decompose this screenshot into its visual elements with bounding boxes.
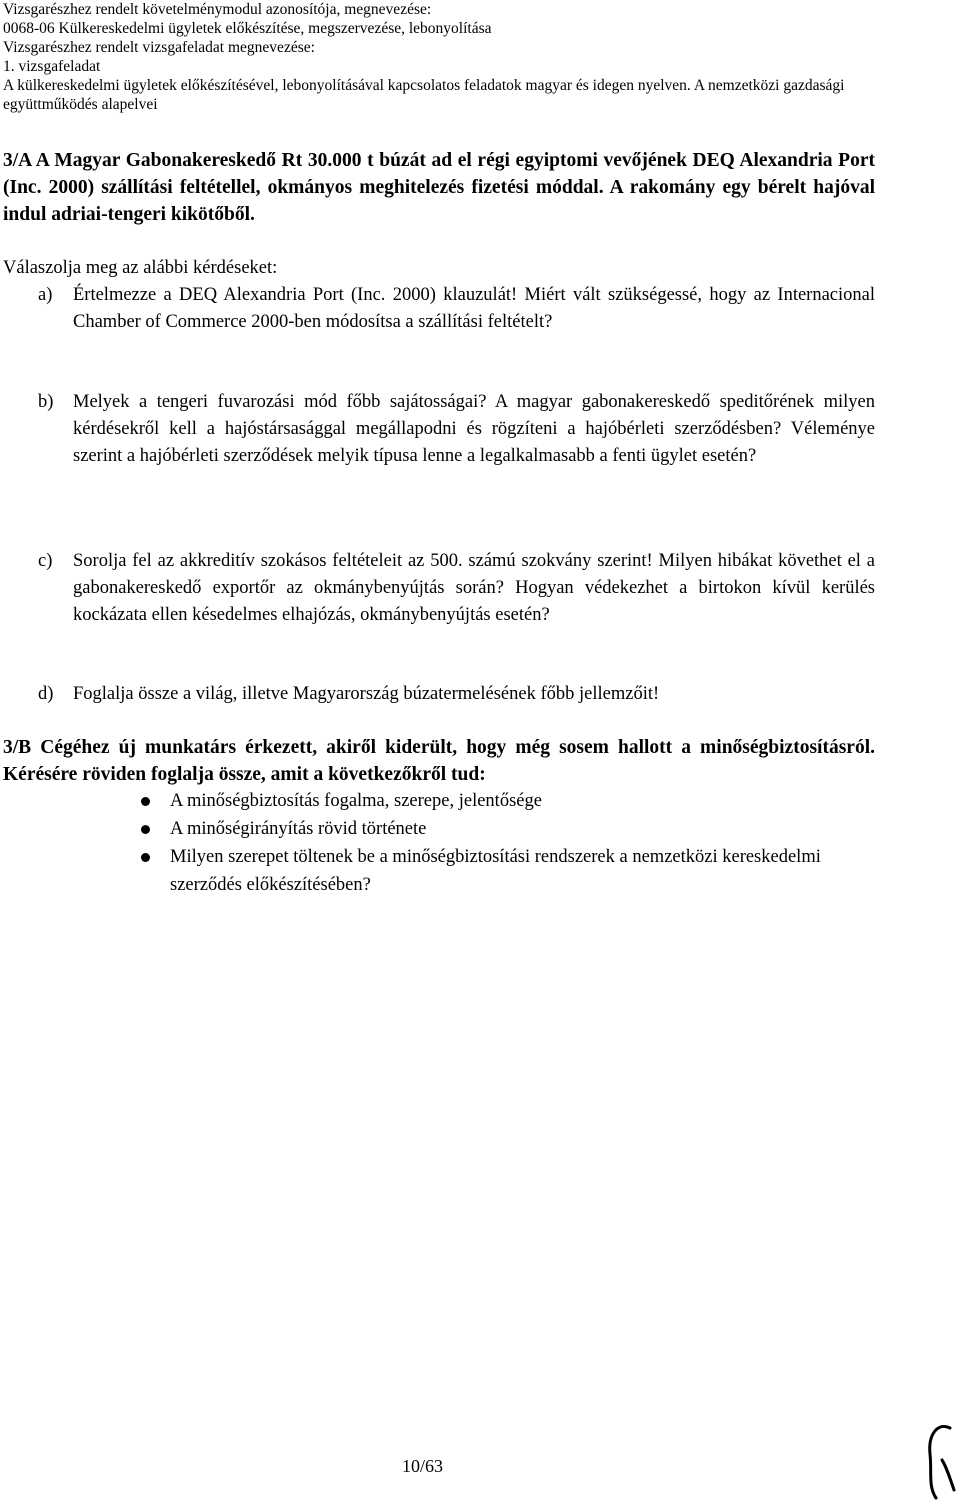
bullet-icon [141, 797, 150, 806]
list-item-text: Milyen szerepet töltenek be a minőségbiztosítási rendszerek a nemzetközi kereskedelmi szerződés előkészítésében? [170, 847, 821, 895]
question-c [3, 548, 875, 629]
question-label: b) [38, 392, 54, 412]
question-text: Melyek a tengeri fuvarozási mód főbb sajátosságai? A magyar gabonakereskedő speditőrének milyen kérdésekről kell a hajóstársasággal megállapodni és rögzíteni a hajóbérleti szerződésben? Véleménye szerint a hajóbérleti szerződések melyik típusa lenne a legalkalmasabb a fenti ügylet esetén? [73, 392, 875, 466]
list-item [3, 787, 875, 815]
header-line: Vizsgarészhez rendelt vizsgafeladat megnevezése: [3, 39, 315, 56]
list-item [3, 815, 875, 843]
list-item-text: A minőségirányítás rövid története [170, 819, 427, 839]
question-a [3, 282, 875, 336]
list-item-text: A minőségbiztosítás fogalma, szerepe, jelentősége [170, 791, 542, 811]
question-label: a) [38, 285, 53, 305]
signature-mark [920, 1420, 960, 1503]
bullet-icon [141, 825, 150, 834]
question-text: Értelmezze a DEQ Alexandria Port (Inc. 2000) klauzulát! Miért vált szükségessé, hogy az Internacional Chamber of Commerce 2000-ben módosítsa a szállítási feltételt? [73, 285, 875, 332]
list-item [3, 843, 875, 899]
question-d [3, 681, 875, 708]
question-label: d) [38, 684, 54, 704]
task-a-prompt: Válaszolja meg az alábbi kérdéseket: [3, 258, 278, 278]
task-b-intro: 3/B Cégéhez új munkatárs érkezett, akiről kiderült, hogy még sosem hallott a minőségbiztosításról. Kérésére röviden foglalja össze, amit a következőkről tud: [3, 737, 875, 785]
document-header [3, 0, 953, 114]
header-line: 0068-06 Külkereskedelmi ügyletek előkészítése, megszervezése, lebonyolítása [3, 20, 492, 37]
header-line: együttműködés alapelvei [3, 96, 158, 113]
header-line: 1. vizsgafeladat [3, 58, 101, 75]
task-b-bullet-list [3, 787, 875, 899]
bullet-icon [141, 853, 150, 862]
task-a-intro: 3/A A Magyar Gabonakereskedő Rt 30.000 t búzát ad el régi egyiptomi vevőjének DEQ Alexandria Port (Inc. 2000) szállítási feltétellel, okmányos meghitelezés fizetési móddal. A rakomány egy bérelt hajóval indul adriai-tengeri kikötőből. [3, 150, 875, 225]
page-number: 10/63 [401, 1456, 443, 1476]
question-text: Sorolja fel az akkreditív szokásos feltételeit az 500. számú szokvány szerint! Milyen hibákat követhet el a gabonakereskedő exportőr az okmánybenyújtás során? Hogyan védekezhet a birtokon kívül kerülés kockázata ellen késedelmes elhajózás, okmánybenyújtás esetén? [73, 551, 875, 625]
question-label: c) [38, 551, 53, 571]
header-line: A külkereskedelmi ügyletek előkészítésével, lebonyolításával kapcsolatos feladatok magyar és idegen nyelven. A nemzetközi gazdasági [3, 77, 845, 94]
question-text: Foglalja össze a világ, illetve Magyarország búzatermelésének főbb jellemzőit! [73, 684, 660, 704]
question-b [3, 389, 875, 470]
header-line: Vizsgarészhez rendelt követelménymodul azonosítója, megnevezése: [3, 1, 432, 18]
